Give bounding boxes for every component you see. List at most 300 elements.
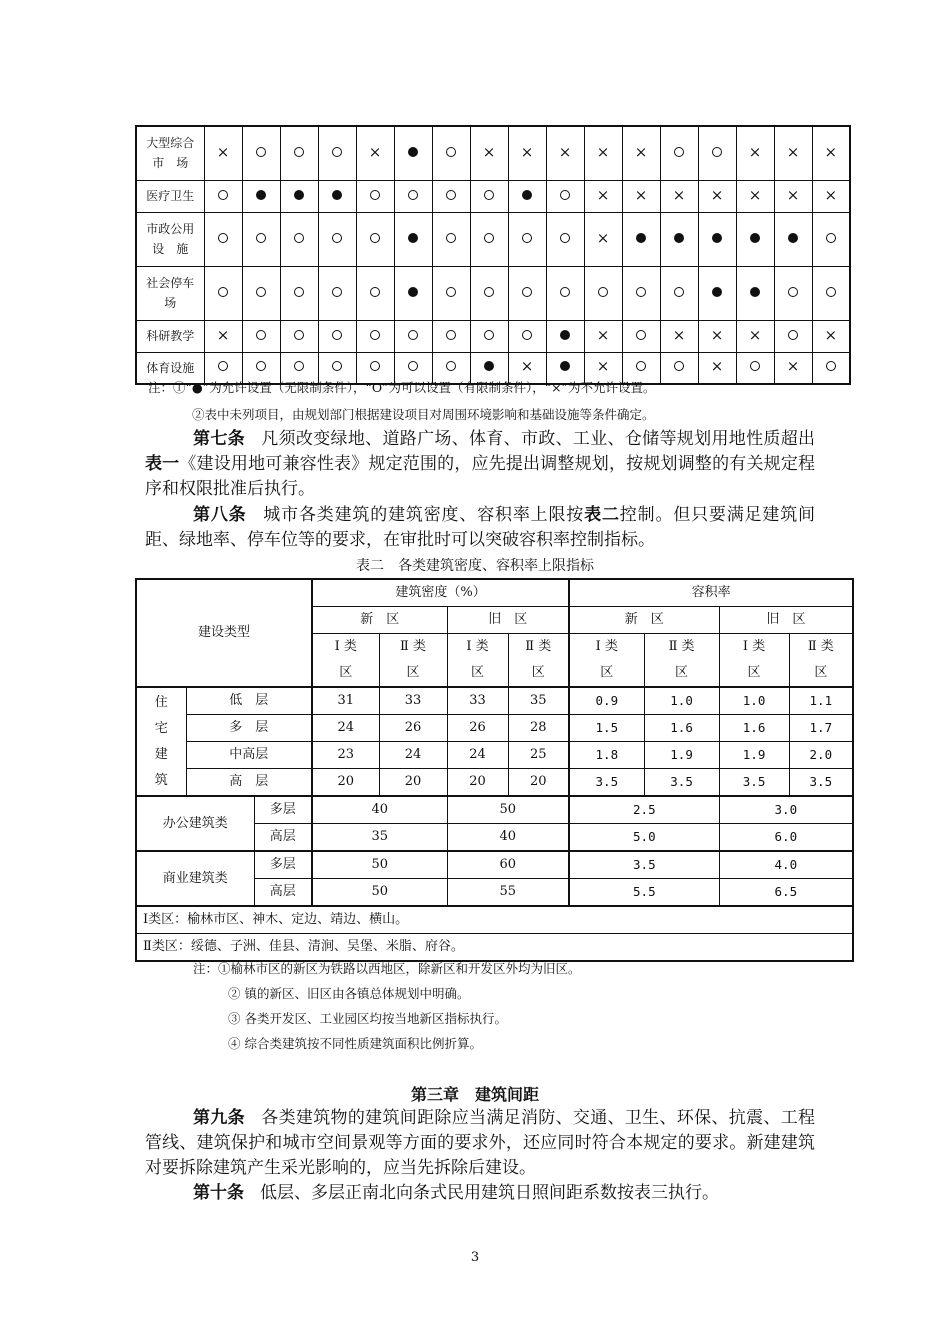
allowed-symbol [560,330,570,340]
far-value: 1.0 [719,687,789,715]
compat-cell [508,126,546,180]
conditional-symbol [674,287,684,297]
compat-cell [584,212,622,266]
conditional-symbol [522,330,532,340]
conditional-symbol [446,330,456,340]
compat-cell [280,320,318,352]
allowed-symbol [484,361,494,371]
compat-row [136,320,850,352]
conditional-symbol [788,330,798,340]
not-allowed-symbol: × [672,185,686,204]
compat-cell [318,212,356,266]
conditional-symbol [332,147,342,157]
article-7-title: 第七条 [193,429,245,449]
conditional-symbol [750,361,760,371]
not-allowed-symbol: × [824,185,838,204]
density-value: 50 [447,796,569,824]
density-value: 33 [447,687,508,715]
not-allowed-symbol: × [748,142,762,161]
page-number: 3 [470,1250,480,1265]
compat-cell [622,266,660,320]
density-value: 55 [447,879,569,907]
conditional-symbol [370,287,380,297]
not-allowed-symbol: × [596,185,610,204]
not-allowed-symbol: × [368,142,382,161]
compat-cell [622,126,660,180]
conditional-symbol [294,330,304,340]
far-value: 1.7 [789,715,853,742]
conditional-symbol [446,147,456,157]
conditional-symbol [256,287,266,297]
commercial-floor-type: 高层 [254,879,312,907]
article-9-text: 各类建筑物的建筑间距除应当满足消防、交通、卫生、环保、抗震、工程管线、建筑保护和城市空间景观等方面的要求外，还应同时符合本规定的要求。新建建筑对要拆除建筑产生采光影响的，应当先拆除后建设。 [145,1108,816,1178]
compat-cell [698,352,736,384]
compat-cell [812,126,850,180]
conditional-symbol [826,287,836,297]
header-density: 建筑密度（%） [312,579,569,607]
compat-cell [280,212,318,266]
conditional-symbol [218,287,228,297]
header-zone-class: Ⅰ 类 区 [719,634,789,688]
not-allowed-symbol: × [634,185,648,204]
compat-row [136,266,850,320]
density-value: 31 [312,687,379,715]
residential-row [136,742,853,769]
zone-1-definition: Ⅰ类区：榆林市区、神木、定边、靖边、横山。 [136,906,853,934]
conditional-symbol [712,147,722,157]
conditional-symbol [256,147,266,157]
not-allowed-symbol: × [824,325,838,344]
far-value: 6.5 [719,879,853,907]
conditional-symbol [332,361,342,371]
compat-cell [318,126,356,180]
far-value: 2.0 [789,742,853,769]
compat-cell [546,320,584,352]
allowed-symbol [522,190,532,200]
far-value: 1.9 [719,742,789,769]
compat-cell [204,266,242,320]
density-value: 35 [508,687,569,715]
density-far-table [135,578,854,962]
compat-cell [470,126,508,180]
far-value: 1.8 [569,742,644,769]
allowed-symbol [408,233,418,243]
compat-cell [812,212,850,266]
far-value: 0.9 [569,687,644,715]
compat-cell [584,126,622,180]
compat-cell [394,266,432,320]
density-value: 20 [447,769,508,797]
compat-cell [356,126,394,180]
compat-cell [622,180,660,212]
header-zone-class: Ⅱ 类 区 [644,634,719,688]
not-allowed-symbol: × [558,142,572,161]
density-value: 24 [447,742,508,769]
not-allowed-symbol: × [216,325,230,344]
compat-cell [812,266,850,320]
compat-cell [546,180,584,212]
density-value: 24 [379,742,447,769]
conditional-symbol [674,147,684,157]
not-allowed-symbol: × [596,357,610,376]
compat-cell [546,212,584,266]
header-far-old: 旧 区 [719,607,853,634]
allowed-symbol [674,233,684,243]
office-floor-type: 多层 [254,796,312,824]
allowed-symbol [560,361,570,371]
compat-cell [660,266,698,320]
residential-floor-type: 低 层 [186,687,312,715]
residential-floor-type: 多 层 [186,715,312,742]
compat-cell [242,320,280,352]
density-value: 23 [312,742,379,769]
density-value: 33 [379,687,447,715]
compat-row-label: 科研教学 [136,320,204,352]
compat-cell [204,212,242,266]
commercial-floor-type: 多层 [254,851,312,879]
not-allowed-symbol: × [710,185,724,204]
far-value: 3.5 [644,769,719,797]
header-far: 容积率 [569,579,853,607]
compat-cell [432,212,470,266]
conditional-symbol [370,361,380,371]
conditional-symbol [636,361,646,371]
density-value: 26 [447,715,508,742]
compat-cell [356,320,394,352]
far-value: 2.5 [569,796,719,824]
table2-note-1: 注：①榆林市区的新区为铁路以西地区，除新区和开发区外均为旧区。 [193,961,581,976]
residential-row [136,687,853,715]
compat-cell [394,320,432,352]
compat-cell [774,266,812,320]
chapter-3-heading: 第三章 建筑间距 [410,1085,539,1104]
compat-cell [432,266,470,320]
compat-cell [280,180,318,212]
compat-cell [242,180,280,212]
compat-cell [470,212,508,266]
article-8-text-a: 城市各类建筑的建筑密度、容积率上限按 [262,505,585,525]
far-value: 4.0 [719,851,853,879]
not-allowed-symbol: × [786,185,800,204]
compat-row-label: 市政公用 设 施 [136,212,204,266]
allowed-symbol [750,287,760,297]
density-value: 26 [379,715,447,742]
not-allowed-symbol: × [786,357,800,376]
compat-cell [774,352,812,384]
conditional-symbol [560,190,570,200]
compat-cell [356,266,394,320]
conditional-symbol [560,287,570,297]
not-allowed-symbol: × [482,142,496,161]
compat-cell [242,212,280,266]
density-value: 20 [312,769,379,797]
compat-cell [546,126,584,180]
conditional-symbol [408,190,418,200]
allowed-symbol [408,287,418,297]
article-8-title: 第八条 [193,505,247,525]
compat-cell [356,180,394,212]
density-value: 28 [508,715,569,742]
compat-cell [394,180,432,212]
conditional-symbol [218,190,228,200]
compat-cell [698,212,736,266]
table1-note-2: ②表中未列项目，由规划部门根据建设项目对周围环境影响和基础设施等条件确定。 [192,407,655,422]
compat-cell [660,212,698,266]
compat-cell [432,320,470,352]
compat-cell [280,266,318,320]
compat-cell [508,180,546,212]
not-allowed-symbol: × [634,142,648,161]
far-value: 1.5 [569,715,644,742]
compat-cell [584,266,622,320]
header-zone-class: Ⅱ 类 区 [508,634,569,688]
conditional-symbol [484,190,494,200]
far-value: 3.0 [719,796,853,824]
header-zone-class: Ⅱ 类 区 [379,634,447,688]
far-value: 1.6 [644,715,719,742]
table2-note-2: ② 镇的新区、旧区由各镇总体规划中明确。 [228,986,470,1001]
far-value: 5.0 [569,824,719,852]
conditional-symbol [370,330,380,340]
residential-label: 住 宅 建 筑 [136,687,186,796]
conditional-symbol [446,361,456,371]
density-value: 60 [447,851,569,879]
article-10 [145,1181,815,1206]
conditional-symbol [446,190,456,200]
compat-cell [660,320,698,352]
compat-cell [812,320,850,352]
density-value: 25 [508,742,569,769]
conditional-symbol [826,233,836,243]
article-8-ref: 表二 [584,505,620,525]
compat-cell [242,266,280,320]
residential-row [136,769,853,797]
article-9 [145,1106,815,1181]
article-8 [145,503,815,553]
conditional-symbol [674,361,684,371]
far-value: 3.5 [569,851,719,879]
allowed-symbol [332,190,342,200]
conditional-symbol [294,287,304,297]
not-allowed-symbol: × [786,142,800,161]
conditional-symbol [218,361,228,371]
far-value: 1.9 [644,742,719,769]
compat-cell [812,180,850,212]
conditional-symbol [522,233,532,243]
conditional-symbol [218,233,228,243]
far-value: 3.5 [569,769,644,797]
table2-caption: 表二 各类建筑密度、容积率上限指标 [356,558,594,574]
not-allowed-symbol: × [748,185,762,204]
compat-row-label: 医疗卫生 [136,180,204,212]
far-value: 1.1 [789,687,853,715]
compat-cell [280,126,318,180]
compat-cell [318,266,356,320]
compat-cell [242,126,280,180]
not-allowed-symbol: × [672,325,686,344]
far-value: 5.5 [569,879,719,907]
density-value: 20 [379,769,447,797]
far-value: 3.5 [719,769,789,797]
table1-note-1: 注：①“●”为允许设置（无限制条件），“O”为可以设置（有限制条件），“×”为不允许设置。 [148,380,656,395]
compat-cell [812,352,850,384]
conditional-symbol [408,330,418,340]
conditional-symbol [788,287,798,297]
compat-row-label: 体育设施 [136,352,204,384]
compat-cell [508,212,546,266]
residential-floor-type: 高 层 [186,769,312,797]
compat-cell [470,266,508,320]
compat-cell [470,180,508,212]
compat-cell [318,320,356,352]
compat-cell [622,320,660,352]
header-zone-class: Ⅰ 类 区 [447,634,508,688]
compat-cell [584,320,622,352]
compat-cell [584,180,622,212]
commercial-row [136,851,853,879]
density-value: 50 [312,879,447,907]
compat-cell [774,212,812,266]
compat-cell [318,180,356,212]
table2-note-3: ③ 各类开发区、工业园区均按当地新区指标执行。 [228,1011,507,1026]
far-value: 6.0 [719,824,853,852]
conditional-symbol [598,287,608,297]
article-7-ref: 表一 [145,454,180,474]
not-allowed-symbol: × [824,142,838,161]
office-floor-type: 高层 [254,824,312,852]
allowed-symbol [712,287,722,297]
compat-cell [736,352,774,384]
compat-row [136,212,850,266]
compat-cell [698,266,736,320]
conditional-symbol [636,330,646,340]
allowed-symbol [256,190,266,200]
header-zone-class: Ⅱ 类 区 [789,634,853,688]
compat-row-label: 社会停车 场 [136,266,204,320]
not-allowed-symbol: × [520,142,534,161]
not-allowed-symbol: × [748,325,762,344]
residential-row [136,715,853,742]
conditional-symbol [332,330,342,340]
compat-cell [660,180,698,212]
far-value: 1.6 [719,715,789,742]
compat-cell [736,320,774,352]
allowed-symbol [294,190,304,200]
conditional-symbol [370,190,380,200]
compat-cell [774,126,812,180]
compat-cell [736,266,774,320]
conditional-symbol [332,287,342,297]
compat-cell [698,180,736,212]
compat-cell [774,180,812,212]
conditional-symbol [446,287,456,297]
compat-cell [204,180,242,212]
density-value: 35 [312,824,447,852]
not-allowed-symbol: × [216,142,230,161]
article-9-title: 第九条 [193,1108,245,1128]
compat-cell [660,352,698,384]
compat-row [136,180,850,212]
compat-cell [204,126,242,180]
allowed-symbol [750,233,760,243]
commercial-label: 商业建筑类 [136,851,254,906]
article-7-text-b: 《建设用地可兼容性表》规定范围的，应先提出调整规划，按规划调整的有关规定程序和权限批准后执行。 [145,454,816,499]
residential-floor-type: 中高层 [186,742,312,769]
density-value: 20 [508,769,569,797]
allowed-symbol [712,233,722,243]
conditional-symbol [446,233,456,243]
far-value: 3.5 [789,769,853,797]
conditional-symbol [484,287,494,297]
conditional-symbol [522,287,532,297]
compat-cell [698,126,736,180]
office-label: 办公建筑类 [136,796,254,851]
far-value: 1.0 [644,687,719,715]
allowed-symbol [408,147,418,157]
conditional-symbol [370,233,380,243]
conditional-symbol [256,330,266,340]
compat-cell [394,126,432,180]
conditional-symbol [294,147,304,157]
conditional-symbol [256,361,266,371]
zone-2-definition: Ⅱ类区：绥德、子洲、佳县、清涧、吴堡、米脂、府谷。 [136,934,853,962]
density-value: 40 [447,824,569,852]
compat-cell [698,320,736,352]
conditional-symbol [560,233,570,243]
table2-note-4: ④ 综合类建筑按不同性质建筑面积比例折算。 [228,1036,482,1051]
compat-cell [432,126,470,180]
not-allowed-symbol: × [596,142,610,161]
article-10-text: 低层、多层正南北向条式民用建筑日照间距系数按表三执行。 [260,1183,719,1203]
density-value: 40 [312,796,447,824]
density-value: 50 [312,851,447,879]
allowed-symbol [788,233,798,243]
conditional-symbol [826,361,836,371]
compat-cell [622,212,660,266]
not-allowed-symbol: × [710,357,724,376]
article-7 [145,427,815,502]
conditional-symbol [332,233,342,243]
not-allowed-symbol: × [520,357,534,376]
conditional-symbol [294,233,304,243]
compat-cell [546,266,584,320]
compat-cell [736,212,774,266]
header-build-type: 建设类型 [136,579,312,687]
not-allowed-symbol: × [596,325,610,344]
compat-cell [432,180,470,212]
conditional-symbol [294,361,304,371]
compat-cell [204,320,242,352]
density-value: 24 [312,715,379,742]
compat-cell [470,320,508,352]
conditional-symbol [484,330,494,340]
header-zone-class: Ⅰ 类 区 [569,634,644,688]
header-zone-class: Ⅰ 类 区 [312,634,379,688]
article-8-text-b: 控制。但只要满足建筑间距、绿地率、停车位等的要求，在审批时可以突破容积率控制指标。 [145,505,816,550]
compat-cell [508,320,546,352]
conditional-symbol [636,287,646,297]
compat-cell [508,266,546,320]
not-allowed-symbol: × [596,228,610,247]
compat-cell [774,320,812,352]
conditional-symbol [484,233,494,243]
article-10-title: 第十条 [193,1183,244,1203]
compat-cell [394,212,432,266]
compat-cell [356,212,394,266]
header-density-new: 新 区 [312,607,447,634]
allowed-symbol [636,233,646,243]
article-7-text-a: 凡须改变绿地、道路广场、体育、市政、工业、仓储等规划用地性质超出 [260,429,816,449]
